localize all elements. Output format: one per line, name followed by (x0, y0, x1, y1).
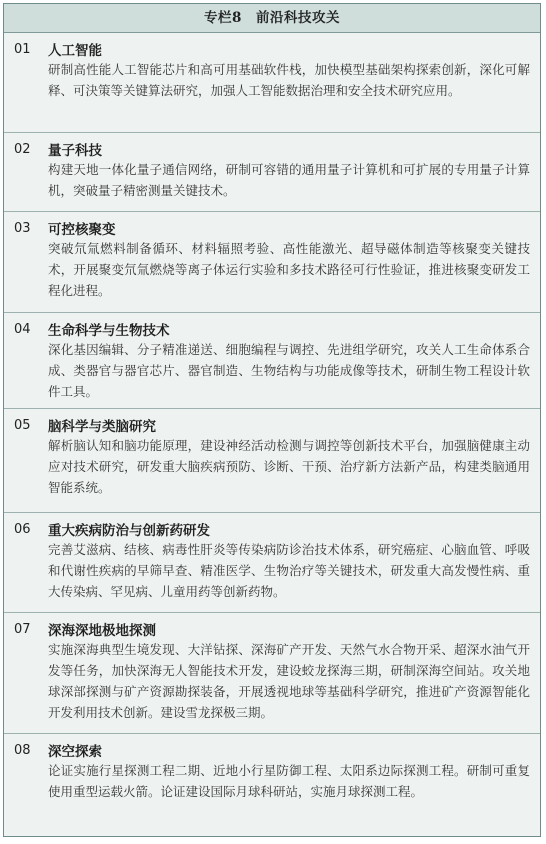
section-03 (4, 212, 540, 313)
section-header (14, 415, 530, 435)
section-05 (4, 409, 540, 513)
section-body: 构建天地一体化量子通信网络，研制可容错的通用量子计算机和可扩展的专用量子计算机，突破量子精密测量关键技术。 (48, 162, 530, 198)
section-number: 02 (14, 141, 31, 157)
column-panel (3, 3, 541, 837)
section-number: 06 (14, 521, 31, 537)
section-number: 08 (14, 742, 31, 758)
section-number: 07 (14, 621, 31, 637)
section-title: 深空探索 (48, 744, 102, 760)
section-header (14, 319, 530, 339)
section-header (14, 740, 530, 760)
section-body: 研制高性能人工智能芯片和高可用基础软件栈，加快模型基础架构探索创新，深化可解释、可決策等关键算法研究，加强人工智能数据治理和安全技术研究应用。 (48, 62, 530, 98)
section-title: 人工智能 (48, 43, 102, 59)
section-body: 完善艾滋病、结核、病毒性肝炎等传染病防诊治技术体系，研究癌症、心脑血管、呼吸和代谢性疾病的早筛早查、精准医学、生物治疗等关键技术，研发重大高发慢性病、重大传染病、罕见病、儿童用药等创新药物。 (48, 542, 530, 599)
section-body: 深化基因编辑、分子精准递送、细胞编程与调控、先进组学研究，攻关人工生命体系合成、类器官与器官芯片、器官制造、生物结构与功能成像等技术，研制生物工程设计软件工具。 (48, 342, 530, 399)
section-08 (4, 734, 540, 836)
section-number: 03 (14, 220, 31, 236)
section-number: 01 (14, 41, 31, 57)
column-title: 专栏8 前沿科技攻关 (4, 4, 540, 33)
section-01 (4, 33, 540, 133)
section-body: 实施深海典型生境发现、大洋钻探、深海矿产开发、天然气水合物开采、超深水油气开发等任务，加快深海无人智能技术开发，建设蛟龙探海三期，研制深海空间站。攻关地球深部探测与矿产资源勘探装备，开展透视地球等基础科学研究，推进矿产资源智能化开发利用技术创新。建设雪龙探极三期。 (48, 642, 530, 720)
section-06 (4, 513, 540, 613)
section-title: 可控核聚变 (48, 222, 116, 238)
section-body: 解析脑认知和脑功能原理，建设神经活动检测与调控等创新技术平台，加强脑健康主动应对技术研究，研发重大脑疾病预防、诊断、干预、治疗新方法新产品，构建类脑通用智能系统。 (48, 438, 530, 495)
section-header (14, 619, 530, 639)
section-number: 04 (14, 321, 31, 337)
section-header (14, 218, 530, 238)
section-body: 论证实施行星探测工程二期、近地小行星防御工程、太阳系边际探测工程。研制可重复使用重型运载火箭。论证建设国际月球科研站，实施月球探测工程。 (48, 763, 530, 799)
section-07 (4, 613, 540, 734)
section-title: 深海深地极地探测 (48, 623, 156, 639)
section-04 (4, 313, 540, 409)
section-02 (4, 133, 540, 212)
section-header (14, 39, 530, 59)
section-title: 量子科技 (48, 143, 102, 159)
section-body: 突破氘氚燃料制备循环、材料辐照考验、高性能激光、超导磁体制造等核聚变关键技术，开展聚变氘氚燃烧等离子体运行实验和多技术路径可行性验证，推进核聚变研发工程化进程。 (48, 241, 530, 298)
section-title: 生命科学与生物技术 (48, 323, 170, 339)
section-header (14, 139, 530, 159)
section-number: 05 (14, 417, 31, 433)
section-header (14, 519, 530, 539)
section-title: 重大疾病防治与创新药研发 (48, 523, 210, 539)
section-title: 脑科学与类脑研究 (48, 419, 156, 435)
